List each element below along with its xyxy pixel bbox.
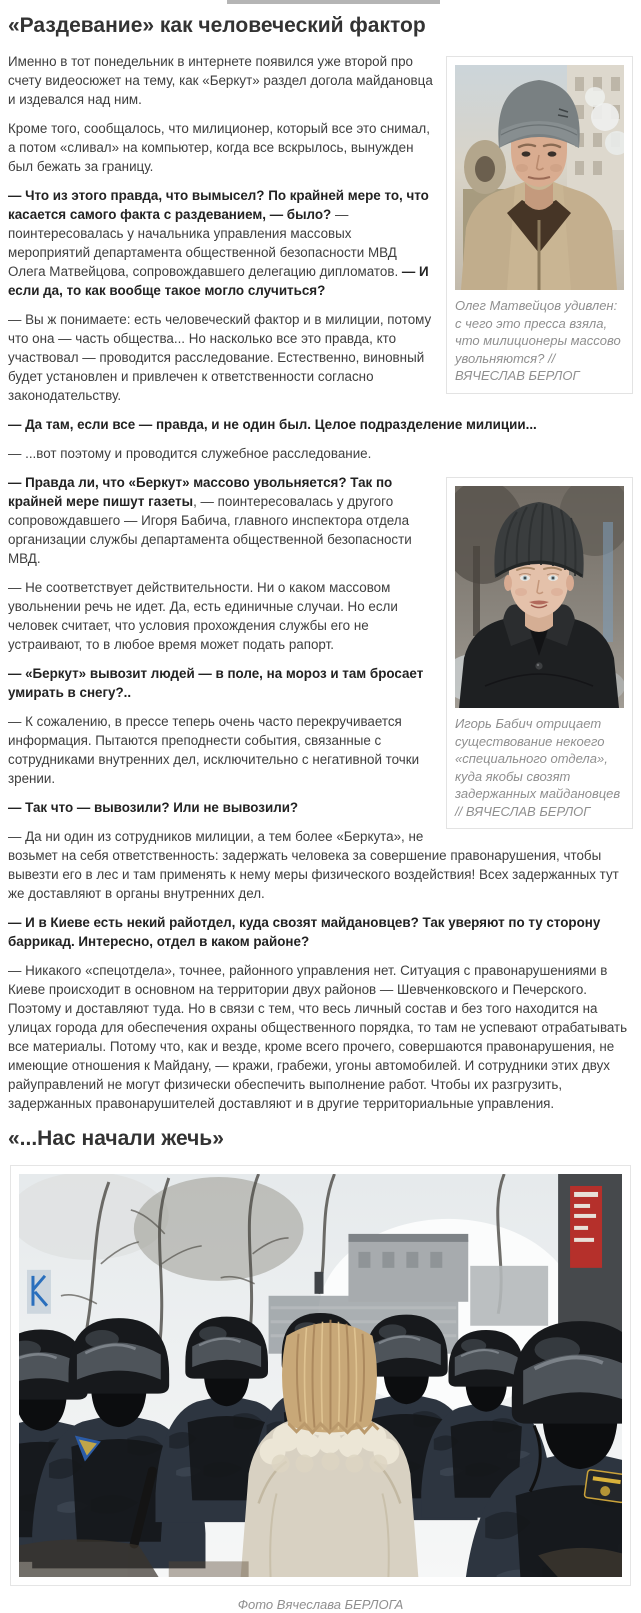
text-segment: — Никакого «спецотдела», точнее, районного управления нет. Ситуация с правонарушениями в Киеве происходит в основном на территории двух районов — Шевченковского и Печерского. Поэтому и доставляют туда. Но в связи с тем, что весь личный состав и без того находится на улицах города для обеспечения охраны общественного порядка, то там не успевают отрабатывать все материалы. Потому что, как и везде, кроме всего прочего, совершаются правонарушения, не имеющие отношения к Майдану, — кражи, грабежи, угоны автомобилей. И сотрудники этих двух райуправлений не могут физически обеспечить выполнение работ. Чтобы их разгрузить, задержанных правонарушителей доставляют и в другие территориальные управления.: [8, 963, 628, 1111]
paragraph: [8, 827, 633, 903]
text-segment: — Да ни один из сотрудников милиции, а тем более «Беркута», не возьмет на себя ответственность: задержать человека за совершение правонарушения, чтобы вывезти его в лес и там применять к нему меры физического воздействия! Всех задержанных тут же доставляют в органы внутренних дел.: [8, 829, 619, 901]
paragraph: [8, 415, 633, 434]
text-segment: — поинтересовалась у начальника управления массовых мероприятий департамента общественной безопасности МВД Олега Матвейцова, сопровождавшего делегацию дипломатов.: [8, 207, 402, 279]
photo-card-babich: [446, 477, 633, 829]
photo-caption-babich: Игорь Бабич отрицает существование некоего «специального отдела», куда якобы свозят задержанных майдановцев // ВЯЧЕСЛАВ БЕРЛОГ: [455, 716, 621, 819]
photo-card-matveytsov: [446, 56, 633, 394]
portrait-photo-babich: [455, 486, 624, 708]
question-text: — И в Киеве есть некий райотдел, куда свозят майдановцев? Так уверяют по ту сторону баррикад. Интересно, отдел в каком районе?: [8, 915, 601, 949]
paragraph: [8, 444, 633, 463]
page-title: «Раздевание» как человеческий фактор: [8, 14, 426, 37]
main-photo-card: [10, 1165, 631, 1586]
paragraph: [8, 913, 633, 951]
question-text: — Да там, если все — правда, и не один был. Целое подразделение милиции...: [8, 417, 537, 432]
main-photo-caption: Фото Вячеслава БЕРЛОГА: [237, 1597, 404, 1613]
question-text: — Что из этого правда, что вымысел? По крайней мере то, что касается самого факта с раздеванием, — было?: [8, 188, 429, 222]
question-text: — «Беркут» вывозит людей — в поле, на мороз и там бросает умирать в снегу?..: [8, 666, 424, 700]
text-segment: Именно в тот понедельник в интернете появился уже второй про счету видеосюжет на тему, как «Беркут» раздел догола майдановца и издевался над ним.: [8, 54, 433, 107]
text-segment: Кроме того, сообщалось, что милиционер, который все это снимал, а потом «сливал» на компьютер, когда все вскрылось, вынужден был бежать за границу.: [8, 121, 430, 174]
ukraina-patch: [584, 1470, 622, 1503]
question-text: — Так что — вывозили? Или не вывозили?: [8, 800, 299, 815]
matveytsov-portrait-image: [455, 65, 624, 290]
photo-caption-matveytsov: Олег Матвейцов удивлен: с чего это пресса взяла, что милиционеры массово увольняются? // ВЯЧЕСЛАВ БЕРЛОГ: [455, 298, 621, 383]
text-segment: — Не соответствует действительности. Ни о каком массовом увольнении речь не идет. Да, есть единичные случаи. Но если человек считает, что условия прохождения службы его не устраивают, то в любое время может подать рапорт.: [8, 580, 398, 652]
section-title: «...Нас начали жечь»: [8, 1127, 224, 1150]
cropped-element-edge: [227, 0, 440, 4]
text-segment: — К сожалению, в прессе теперь очень часто перекручивается информация. Пытаются преподнести события, связанные с сотрудниками внутренних дел, исключительно с негативной точки зрении.: [8, 714, 420, 786]
text-segment: , — поинтересовалась у другого сопровождавшего — Игоря Бабича, главного инспектора отдела организации службы департамента общественной безопасности МВД.: [8, 494, 412, 566]
berkut-line-photo: [19, 1174, 622, 1577]
question-text: — И если да, то как вообще такое могло случиться?: [8, 264, 429, 298]
question-text: — Правда ли, что «Беркут» массово увольняется? Так по крайней мере пишут газеты: [8, 475, 393, 509]
portrait-photo-matveytsov: [455, 65, 624, 290]
text-segment: — ...вот поэтому и проводится служебное расследование.: [8, 446, 372, 461]
paragraph: [8, 961, 633, 1113]
text-segment: — Вы ж понимаете: есть человеческий фактор и в милиции, потому что она — часть общества... Но насколько все это правда, кто участвовал — проводится расследование. Естественно, виновный будет установлен и привлечен к ответственности согласно законодательству.: [8, 312, 432, 403]
babich-portrait-image: [455, 486, 624, 708]
